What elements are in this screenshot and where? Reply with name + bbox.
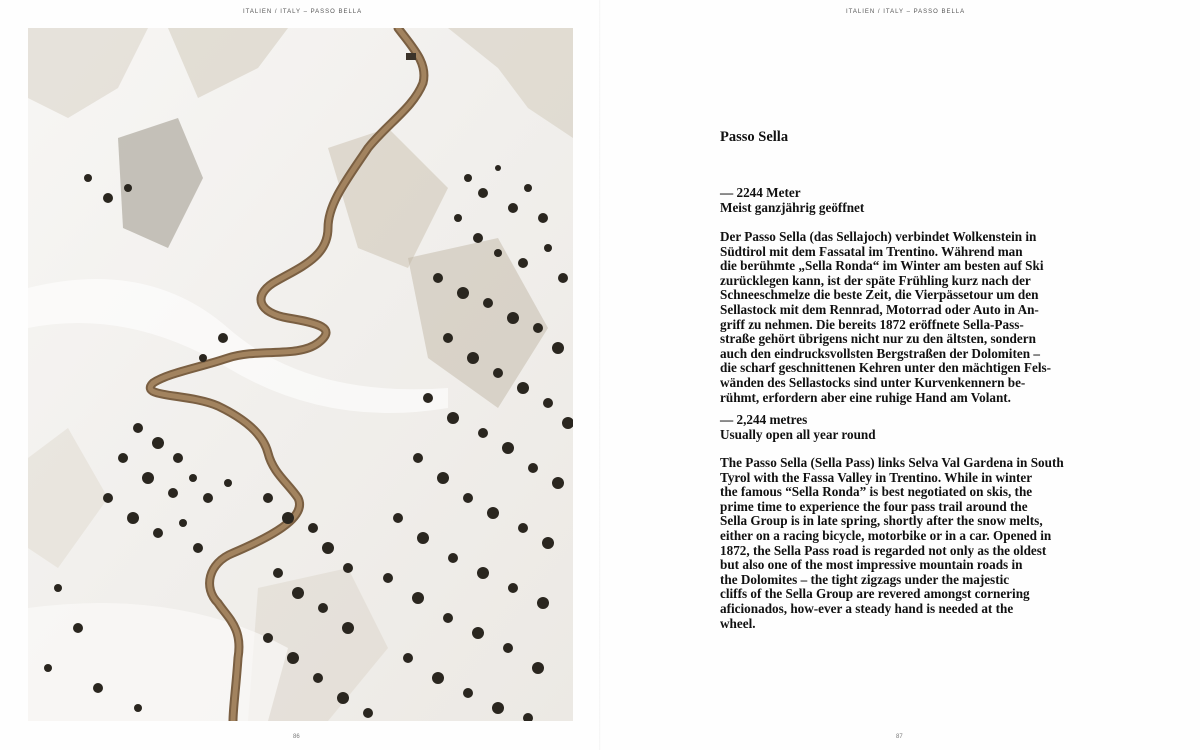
running-head-left: ITALIEN / ITALY – PASSO BELLA (243, 9, 363, 15)
english-opening: Usually open all year round (720, 426, 876, 442)
german-body-line: Der Passo Sella (das Sellajoch) verbindet Wolkenstein in (720, 229, 1037, 244)
german-body-line: griff zu nehmen. Die bereits 1872 eröffnete Sella-Pass- (720, 316, 1024, 332)
article-title: Passo Sella (720, 129, 789, 145)
german-body-line: zurücklegen kann, ist der späte Frühling kurz nach der (720, 272, 1031, 288)
english-body (720, 456, 1090, 631)
german-opening: Meist ganzjährig geöffnet (720, 199, 865, 215)
english-body-line: either on a racing bicycle, motorbike or in a car. Opened in (720, 527, 1052, 543)
english-body-line: aficionados, how-ever a steady hand is needed at the (720, 600, 1014, 616)
german-body-line: straße gehört übrigens nicht nur zu den ältsten, sondern (720, 331, 1036, 347)
english-body-line: cliffs of the Sella Group are revered amongst cornering (720, 586, 1030, 602)
german-body-line: die berühmte „Sella Ronda“ im Winter am besten auf Ski (720, 258, 1044, 274)
english-body-line: wheel. (720, 615, 756, 631)
english-altitude: — 2,244 metres (720, 412, 808, 427)
german-body-line: Sellastock mit dem Rennrad, Motorrad oder Auto in An- (720, 301, 1039, 317)
english-body-line: The Passo Sella (Sella Pass) links Selva Val Gardena in South (720, 455, 1064, 470)
page-number-right: 87 (896, 734, 903, 740)
german-body-line: rühmt, erfordern aber eine ruhige Hand am Volant. (720, 389, 1011, 405)
english-body-line: the Dolomites – the tight zigzags under the majestic (720, 571, 1010, 587)
aerial-road-photo (28, 28, 573, 721)
english-body-line: 1872, the Sella Pass road is regarded not only as the oldest (720, 542, 1047, 558)
german-body-line: Schneeschmelze die beste Zeit, die Vierpässetour um den (720, 287, 1039, 303)
english-body-line: Tyrol with the Fassa Valley in Trentino. While in winter (720, 469, 1033, 485)
german-meta (720, 186, 1090, 215)
english-body-line: the famous “Sella Ronda” is best negotiated on skis, the (720, 484, 1033, 500)
english-body-line: Sella Group is in late spring, shortly after the snow melts, (720, 513, 1043, 529)
german-body-line: die scharf geschnittenen Kehren unter den mächtigen Fels- (720, 360, 1052, 376)
german-body-line: Südtirol mit dem Fassatal im Trentino. Während man (720, 243, 1023, 259)
right-page (600, 0, 1200, 750)
german-body-line: auch den eindrucksvollsten Bergstraßen der Dolomiten – (720, 345, 1040, 361)
english-body-line: prime time to experience the four pass trail around the (720, 498, 1028, 514)
german-body (720, 230, 1090, 405)
english-body-line: but also one of the most impressive mountain roads in (720, 557, 1023, 573)
german-altitude: — 2244 Meter (720, 185, 801, 200)
running-head-right: ITALIEN / ITALY – PASSO BELLA (846, 9, 966, 15)
english-meta (720, 413, 1090, 442)
german-body-line: wänden des Sellastocks sind unter Kurvenkennern be- (720, 374, 1026, 390)
page-number-left: 86 (293, 734, 300, 740)
